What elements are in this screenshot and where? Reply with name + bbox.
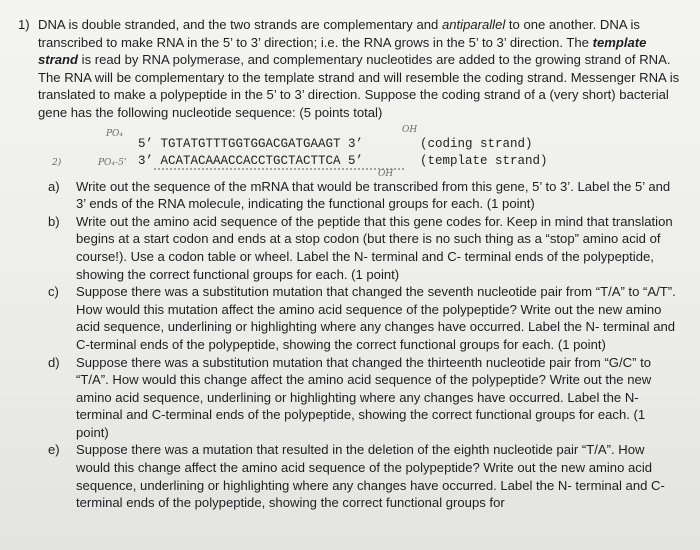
sequence-block xyxy=(48,122,680,178)
handwritten-oh: OH xyxy=(402,124,418,135)
question-number: 1) xyxy=(18,17,30,32)
coding-strand-label: (coding strand) xyxy=(420,136,533,151)
question-intro xyxy=(38,16,680,122)
intro-text-1: DNA is double stranded, and the two strands are complementary and xyxy=(38,17,442,32)
handwritten-po4-small: PO₄-5’ xyxy=(98,157,127,168)
handwritten-po4: PO₄ xyxy=(106,128,124,139)
part-text: Suppose there was a substitution mutation that changed the seventh nucleotide pair from “T/A” to “A/T”. How would this mutation affect the amino acid sequence of the polypeptide? Write out the new amino acid sequence, underlining or highlighting where any changes have occurred. Label the N- terminal and C-terminal ends of the polypeptide, showing the correct functional groups for each. (1 point) xyxy=(76,284,676,352)
part-label: c) xyxy=(48,284,59,300)
part-text: Write out the sequence of the mRNA that would be transcribed from this gene, 5’ to 3’. Label the 5’ and 3’ ends of the RNA molecule, indicating the functional groups for each. (1 point) xyxy=(76,178,671,212)
intro-text-2: to one another. DNA is transcribed to make RNA in the 5’ to 3’ direction; i.e. the RNA grows in the 5’ to 3’ direction. The xyxy=(38,17,640,50)
part-c xyxy=(48,283,680,353)
coding-strand-sequence: 5’ TGTATGTTTGGTGGACGATGAAGT 3’ xyxy=(138,136,364,151)
part-a xyxy=(48,178,680,213)
intro-emphasis-antiparallel: antiparallel xyxy=(441,17,506,32)
part-text: Suppose there was a substitution mutation that changed the thirteenth nucleotide pair from “G/C” to “T/A”. How would this change affect the amino acid sequence of the polypeptide? Write out the new amino acid sequence, underlining or highlighting where any changes have occurred. Label the N- terminal and C-terminal ends of the polypeptide, showing the correct functional groups for each. (1 point) xyxy=(76,354,652,440)
part-label: b) xyxy=(48,213,60,229)
part-label: d) xyxy=(48,354,60,370)
part-label: a) xyxy=(48,178,60,194)
part-d xyxy=(48,354,680,442)
intro-emphasis-template-strand: template strand xyxy=(38,34,647,68)
handwritten-two: 2) xyxy=(52,157,62,168)
part-b xyxy=(48,213,680,283)
part-text: Suppose there was a mutation that resulted in the deletion of the eighth nucleotide pair “T/A”. How would this change affect the amino acid sequence of the polypeptide? Write out the new amino acid sequence, underlining or highlighting where any changes have occurred. Label the N- terminal and C-terminal ends of the polypeptide, showing the correct functional groups for xyxy=(76,442,665,511)
intro-paragraph xyxy=(38,16,680,122)
handwritten-oh-small: OH xyxy=(378,168,394,179)
template-strand-sequence: 3’ ACATACAAACCACCTGCTACTTCA 5’ xyxy=(138,153,364,168)
handwritten-dotted-line xyxy=(154,164,404,170)
intro-text-3: is read by RNA polymerase, and complementary nucleotides are added to the growing strand of RNA. The RNA will be complementary to the template strand and will resemble the coding strand. Messenger RNA is translated to make a polypeptide in the 5’ to 3’ direction. Suppose the coding strand of a (very short) bacterial gene has the following nucleotide sequence: (5 points total) xyxy=(38,52,680,120)
question-parts xyxy=(48,178,680,512)
part-label: e) xyxy=(48,442,60,458)
template-strand-label: (template strand) xyxy=(420,153,548,168)
part-text: Write out the amino acid sequence of the peptide that this gene codes for. Keep in mind that translation begins at a start codon and ends at a stop codon (but there is no such thing as a “stop” amino acid of course!). Use a codon table or wheel. Label the N- terminal and C- terminal ends of the polypeptide, showing the correct functional groups for each. (1 point) xyxy=(76,213,673,282)
part-e xyxy=(48,441,680,511)
